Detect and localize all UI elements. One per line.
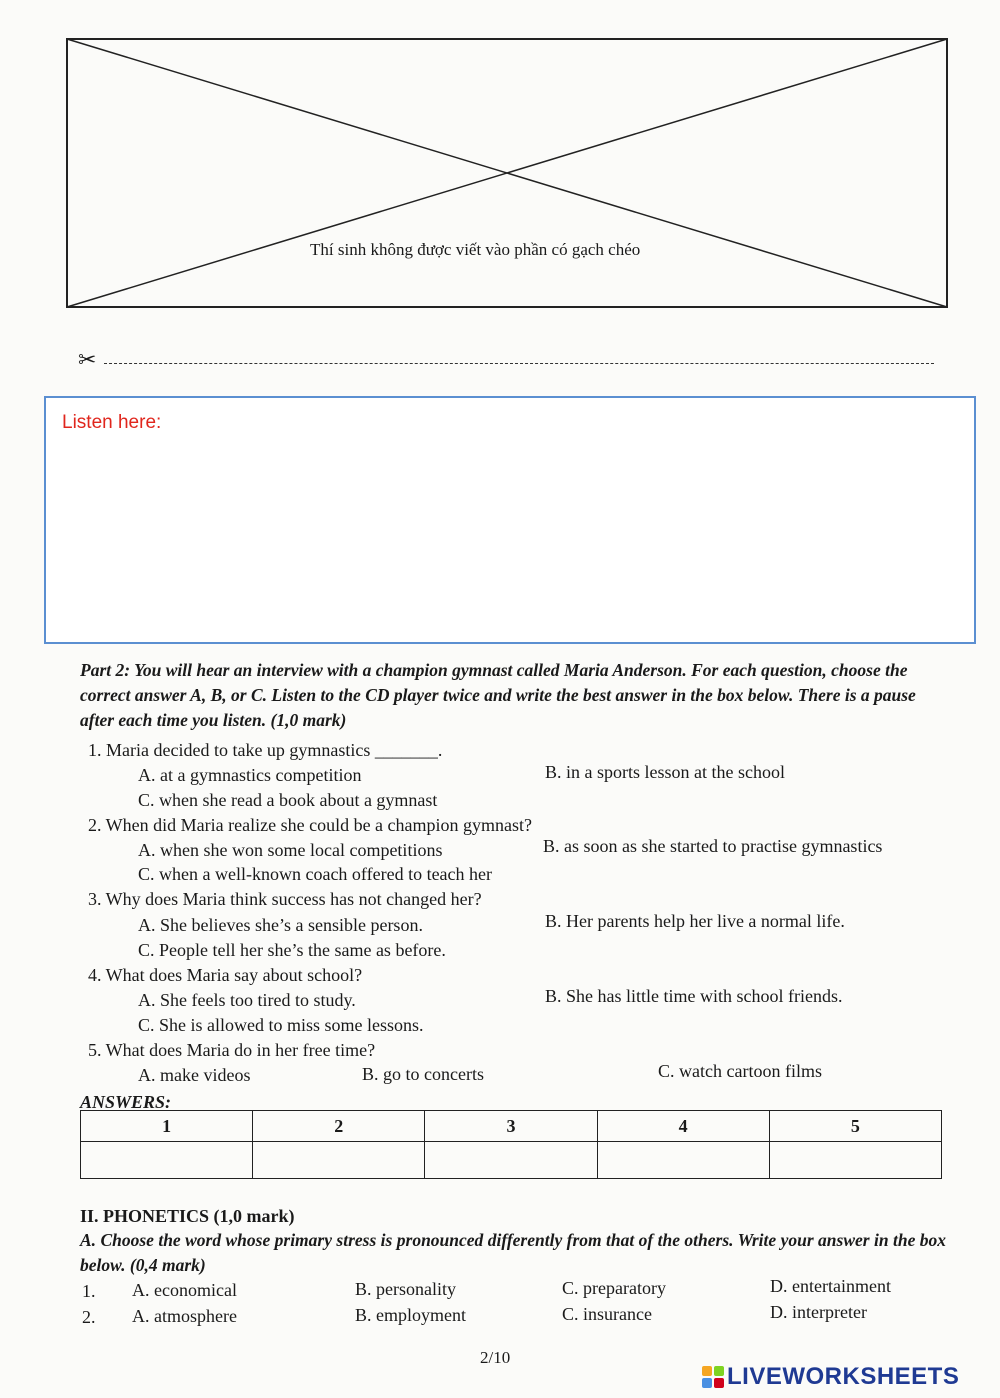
phonetics-title: II. PHONETICS (1,0 mark)	[80, 1206, 295, 1226]
answer-header-4: 4	[597, 1111, 769, 1142]
q2-option-b: B. as soon as she started to practise gymnastics	[543, 836, 883, 856]
answer-header-5: 5	[769, 1111, 941, 1142]
question-3: 3. Why does Maria think success has not changed her?	[88, 889, 482, 909]
dashed-divider	[104, 363, 934, 364]
part2-instruction: Part 2: You will hear an interview with a champion gymnast called Maria Anderson. For each question, choose the correct answer A, B, or C. Listen to the CD player twice and write the best answer in the box below. There is a pause after each time you listen. (1,0 mark)	[80, 660, 916, 730]
q2-option-c: C. when a well-known coach offered to teach her	[138, 864, 493, 884]
q5-option-a: A. make videos	[138, 1065, 251, 1085]
q4-option-c: C. She is allowed to miss some lessons.	[138, 1015, 424, 1035]
answers-label: ANSWERS:	[80, 1092, 172, 1112]
crossed-out-area	[66, 38, 948, 308]
logo-text: LIVEWORKSHEETS	[727, 1363, 960, 1390]
q3-option-a: A. She believes she’s a sensible person.	[138, 915, 423, 935]
logo-square	[702, 1378, 712, 1388]
answer-input-2[interactable]	[253, 1142, 425, 1179]
phonetics-item-2-b: B. employment	[355, 1305, 466, 1325]
phonetics-item-1-a: A. economical	[132, 1280, 237, 1300]
phonetics-instruction: A. Choose the word whose primary stress is pronounced differently from that of the others. Write your answer in the box below. (0,4 mark)	[80, 1230, 946, 1275]
question-1: 1. Maria decided to take up gymnastics _______.	[88, 740, 443, 760]
logo-grid-icon	[702, 1366, 724, 1388]
question-5: 5. What does Maria do in her free time?	[88, 1040, 376, 1060]
logo-square	[714, 1378, 724, 1388]
answer-input-3[interactable]	[425, 1142, 597, 1179]
q4-option-b: B. She has little time with school friends.	[545, 986, 843, 1006]
phonetics-item-2-c: C. insurance	[562, 1304, 652, 1324]
q3-option-c: C. People tell her she’s the same as before.	[138, 940, 446, 960]
cross-lines	[66, 38, 948, 308]
q1-option-c: C. when she read a book about a gymnast	[138, 790, 438, 810]
listen-label: Listen here:	[62, 412, 162, 433]
phonetics-item-2-d: D. interpreter	[770, 1302, 867, 1322]
answer-input-1[interactable]	[81, 1142, 253, 1179]
phonetics-item-1-num: 1.	[82, 1281, 96, 1301]
phonetics-item-1-b: B. personality	[355, 1279, 456, 1299]
answer-input-5[interactable]	[769, 1142, 941, 1179]
q2-option-a: A. when she won some local competitions	[138, 840, 443, 860]
q4-option-a: A. She feels too tired to study.	[138, 990, 356, 1010]
phonetics-item-2-num: 2.	[82, 1307, 96, 1327]
answer-header-1: 1	[81, 1111, 253, 1142]
q3-option-b: B. Her parents help her live a normal life.	[545, 911, 845, 931]
cut-line	[78, 347, 934, 372]
answer-input-4[interactable]	[597, 1142, 769, 1179]
question-4: 4. What does Maria say about school?	[88, 965, 363, 985]
answers-table	[80, 1110, 942, 1179]
answer-header-2: 2	[253, 1111, 425, 1142]
phonetics-item-1-c: C. preparatory	[562, 1278, 666, 1298]
q1-option-b: B. in a sports lesson at the school	[545, 762, 785, 782]
logo-square	[714, 1366, 724, 1376]
question-2: 2. When did Maria realize she could be a champion gymnast?	[88, 815, 533, 835]
answer-header-3: 3	[425, 1111, 597, 1142]
listen-audio-box[interactable]	[44, 396, 976, 644]
no-write-note: Thí sinh không được viết vào phần có gạch chéo	[310, 240, 641, 259]
phonetics-item-1-d: D. entertainment	[770, 1276, 891, 1296]
phonetics-item-2-a: A. atmosphere	[132, 1306, 237, 1326]
liveworksheets-logo	[702, 1362, 959, 1392]
scissors-icon: ✂	[78, 347, 97, 372]
page-number: 2/10	[480, 1348, 511, 1367]
logo-square	[702, 1366, 712, 1376]
q1-option-a: A. at a gymnastics competition	[138, 765, 362, 785]
q5-option-c: C. watch cartoon films	[658, 1061, 822, 1081]
q5-option-b: B. go to concerts	[362, 1064, 484, 1084]
